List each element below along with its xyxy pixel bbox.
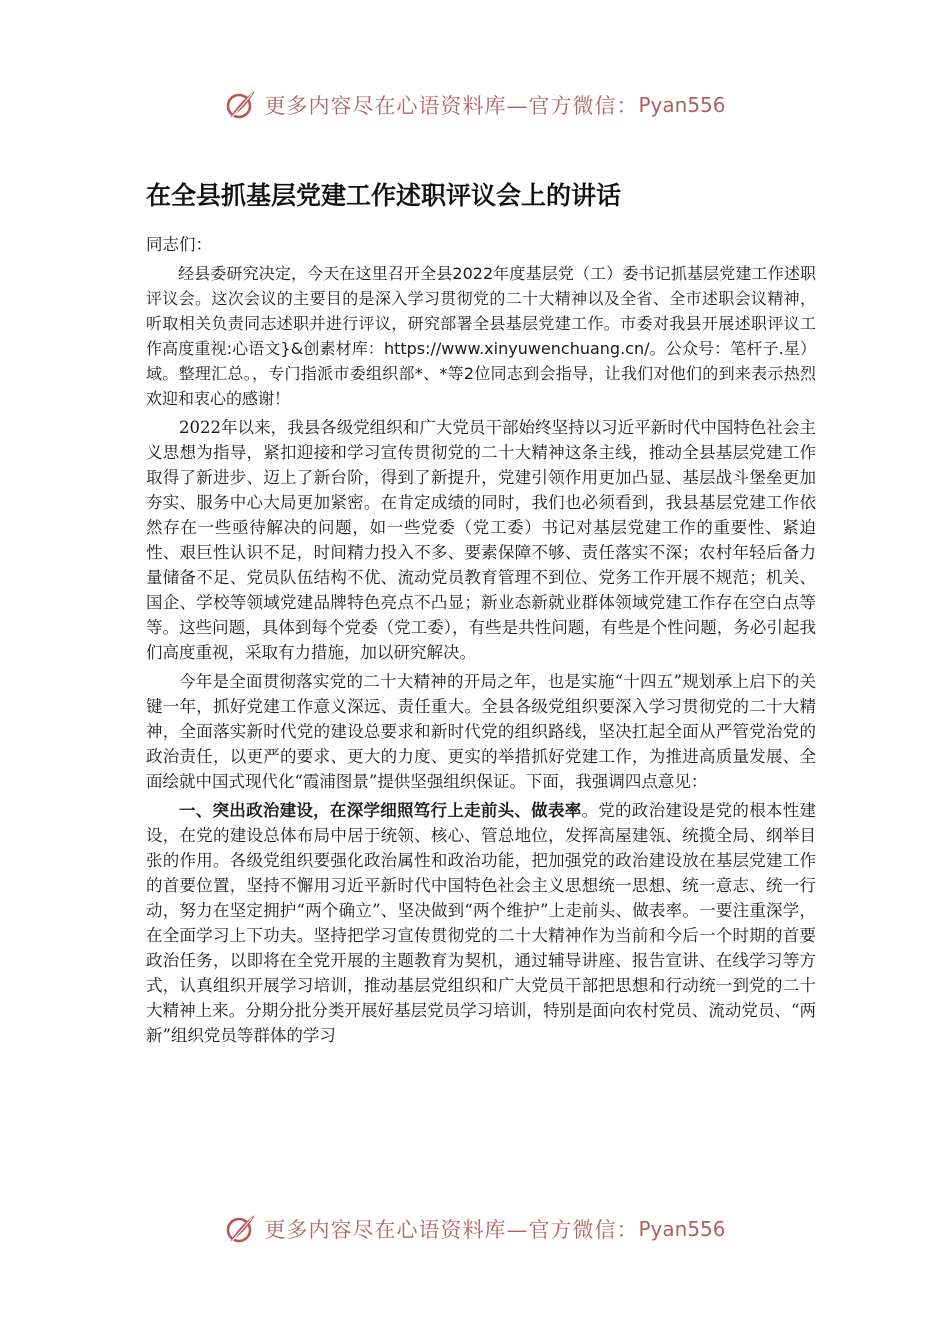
section-one-body: 。党的政治建设是党的根本性建设，在党的建设总体布局中居于统领、核心、管总地位，发挥高屋建瓴、统揽全局、纲举目张的作用。各级党组织要强化政治属性和政治功能，把加强党的政治建设放在基层党建工作的首要位置，坚持不懈用习近平新时代中国特色社会主义思想统一思想、统一意志、统一行动，努力在坚定拥护“两个确立”、坚决做到“两个维护”上走前头、做表率。一要注重深学，在全面学习上下功夫。坚持把学习宣传贯彻党的二十大精神作为当前和今后一个时期的首要政治任务，以即将在全党开展的主题教育为契机，通过辅导讲座、报告宣讲、在线学习等方式，认真组织开展学习培训，推动基层党组织和广大党员干部把思想和行动统一到党的二十大精神上来。分期分批分类开展好基层党员学习培训，特别是面向农村党员、流动党员、“两新”组织党员等群体的学习 <box>146 801 817 1045</box>
quill-logo-icon <box>224 1212 258 1246</box>
paragraph-outlook: 今年是全面贯彻落实党的二十大精神的开局之年，也是实施“十四五”规划承上启下的关键一年，抓好党建工作意义深远、责任重大。全县各级党组织要深入学习贯彻党的二十大精神，全面落实新时代党的建设总要求和新时代党的组织路线，坚决扛起全面从严管党治党的政治责任，以更严的要求、更大的力度、更实的举措抓好党建工作，为推进高质量发展、全面绘就中国式现代化“霞浦图景”提供坚强组织保证。下面，我强调四点意见： <box>146 672 816 791</box>
section-one-heading: 一、突出政治建设，在深学细照笃行上走前头、做表率 <box>179 801 582 820</box>
paragraph-section-one <box>146 798 816 1048</box>
banner-text: 更多内容尽在心语资料库—官方微信： <box>264 1218 639 1242</box>
paragraph-review: 2022年以来，我县各级党组织和广大党员干部始终坚持以习近平新时代中国特色社会主义思想为指导，紧扣迎接和学习宣传贯彻党的二十大精神这条主线，推动全县基层党建工作取得了新进步、迈上了新台阶，得到了新提升，党建引领作用更加凸显、基层战斗堡垒更加夯实、服务中心大局更加紧密。在肯定成绩的同时，我们也必须看到，我县基层党建工作依然存在一些亟待解决的问题，如一些党委（党工委）书记对基层党建工作的重要性、紧迫性、艰巨性认识不足，时间精力投入不多、要素保障不够、责任落实不深；农村年轻后备力量储备不足、党员队伍结构不优、流动党员教育管理不到位、党务工作开展不规范；机关、国企、学校等领域党建品牌特色亮点不凸显；新业态新就业群体领域党建工作存在空白点等等。这些问题，具体到每个党委（党工委），有些是共性问题，有些是个性问题，务必引起我们高度重视，采取有力措施，加以研究解决。 <box>146 418 816 662</box>
document-title: 在全县抓基层党建工作述职评议会上的讲话 <box>146 181 622 210</box>
banner-wechat-id: Pyan556 <box>638 93 726 117</box>
greeting: 同志们： <box>146 235 212 254</box>
document-body <box>146 232 816 1052</box>
quill-logo-icon <box>224 88 258 122</box>
banner-wechat-id: Pyan556 <box>638 1217 726 1241</box>
footer-banner <box>0 1206 950 1252</box>
paragraph-intro: 经县委研究决定，今天在这里召开全县2022年度基层党（工）委书记抓基层党建工作述职评议会。这次会议的主要目的是深入学习贯彻党的二十大精神以及全省、全市述职会议精神，听取相关负责同志述职并进行评议，研究部署全县基层党建工作。市委对我县开展述职评议工作高度重视:心语文}&创素材库：https://www.xinyuwenchuang.cn/。公众号：笔杆子.星）域。整理汇总。，专门指派市委组织部*、*等2位同志到会指导，让我们对他们的到来表示热烈欢迎和衷心的感谢！ <box>146 264 816 408</box>
header-banner <box>0 82 950 128</box>
banner-text: 更多内容尽在心语资料库—官方微信： <box>264 94 639 118</box>
